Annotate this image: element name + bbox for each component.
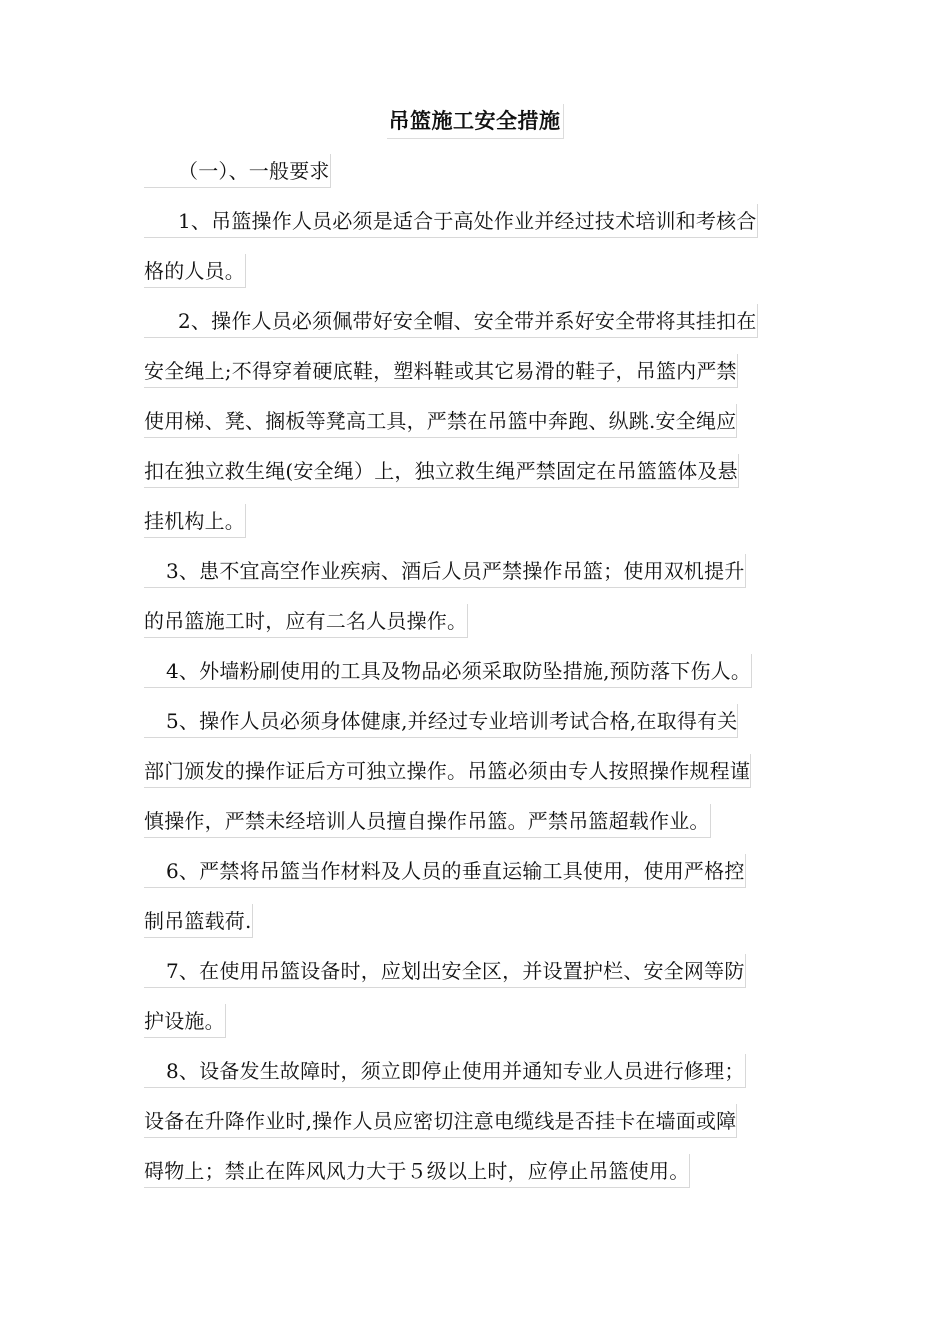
paragraph-line: 碍物上；禁止在阵风风力大于５级以上时，应停止吊篮使用。 (144, 1154, 690, 1188)
paragraph-line: 扣在独立救生绳(安全绳）上，独立救生绳严禁固定在吊篮篮体及悬 (144, 454, 739, 488)
paragraph-line: 2、操作人员必须佩带好安全帽、安全带并系好安全带将其挂扣在 (144, 304, 758, 338)
document-title (0, 104, 950, 139)
paragraph-line: 制吊篮载荷. (144, 904, 253, 938)
section-heading-general-requirements: （一）、一般要求 (144, 154, 331, 188)
paragraph-line: 3、患不宜高空作业疾病、酒后人员严禁操作吊篮；使用双机提升 (144, 554, 746, 588)
paragraph-line: 挂机构上。 (144, 504, 246, 538)
paragraph-line: 使用梯、凳、搁板等凳高工具，严禁在吊篮中奔跑、纵跳.安全绳应 (144, 404, 737, 438)
document-title-text: 吊篮施工安全措施 (387, 104, 564, 139)
paragraph-line: 8、设备发生故障时，须立即停止使用并通知专业人员进行修理； (144, 1054, 746, 1088)
paragraph-line: 设备在升降作业时,操作人员应密切注意电缆线是否挂卡在墙面或障 (144, 1104, 737, 1138)
paragraph-line: 的吊篮施工时，应有二名人员操作。 (144, 604, 468, 638)
paragraph-line: 5、操作人员必须身体健康,并经过专业培训考试合格,在取得有关 (144, 704, 738, 738)
paragraph-line: 格的人员。 (144, 254, 246, 288)
paragraph-line: 4、外墙粉刷使用的工具及物品必须采取防坠措施,预防落下伤人。 (144, 654, 752, 688)
paragraph-line: 护设施。 (144, 1004, 226, 1038)
paragraph-line: 7、在使用吊篮设备时，应划出安全区，并设置护栏、安全网等防 (144, 954, 746, 988)
paragraph-line: 部门颁发的操作证后方可独立操作。吊篮必须由专人按照操作规程谨 (144, 754, 751, 788)
paragraph-line: 6、严禁将吊篮当作材料及人员的垂直运输工具使用，使用严格控 (144, 854, 746, 888)
paragraph-line: 慎操作，严禁未经培训人员擅自操作吊篮。严禁吊篮超载作业。 (144, 804, 711, 838)
paragraph-line: 安全绳上;不得穿着硬底鞋，塑料鞋或其它易滑的鞋子，吊篮内严禁 (144, 354, 738, 388)
paragraph-line: 1、吊篮操作人员必须是适合于高处作业并经过技术培训和考核合 (144, 204, 758, 238)
